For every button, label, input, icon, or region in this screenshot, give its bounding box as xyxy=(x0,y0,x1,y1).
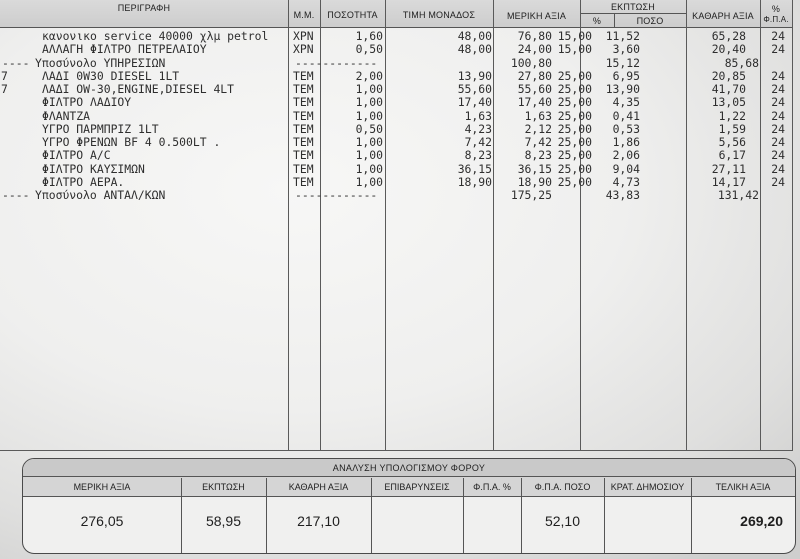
header-partial-value: ΜΕΡΙΚΗ ΑΞΙΑ xyxy=(506,11,567,21)
row-discount-percent: 25,00 xyxy=(557,174,592,189)
table-row xyxy=(0,136,800,149)
tax-summary xyxy=(22,458,796,554)
row-partial-value: 2,12 xyxy=(524,121,552,136)
row-description: ΦΛΑΝΤΖΑ xyxy=(42,108,91,123)
row-discount-percent: 25,00 xyxy=(557,95,592,110)
row-discount-amount: 2,06 xyxy=(612,148,640,163)
row-unit: ΤΕΜ xyxy=(293,174,314,189)
row-unit-price: 55,60 xyxy=(457,82,492,96)
row-partial-value: 7,42 xyxy=(524,135,552,149)
margin-mark: 7 xyxy=(1,68,8,83)
row-partial-value: 1,63 xyxy=(524,108,552,123)
row-discount-percent: 15,00 xyxy=(557,42,592,57)
tax-value-final-value: 269,20 xyxy=(740,513,783,529)
row-unit-price: 8,23 xyxy=(464,148,492,163)
row-vat-percent: 24 xyxy=(771,108,785,123)
row-unit: ΤΕΜ xyxy=(293,121,314,136)
row-discount-amount: 6,95 xyxy=(612,68,640,83)
table-row xyxy=(0,96,800,109)
row-discount-percent: 25,00 xyxy=(557,82,592,96)
row-description: κανονικο service 40000 χλμ petrol xyxy=(42,29,269,43)
row-quantity: 1,00 xyxy=(355,95,383,110)
header-description: ΠΕΡΙΓΡΑΦΗ xyxy=(117,3,171,13)
header-discount-amount: ΠΟΣΟ xyxy=(636,16,664,26)
subtotal-discount-amount: 43,83 xyxy=(605,188,640,202)
tax-value-surcharges xyxy=(371,512,463,530)
subtotal-dashes: ---- xyxy=(2,55,30,70)
row-quantity: 1,00 xyxy=(355,161,383,176)
header-net-value: ΚΑΘΑΡΗ ΑΞΙΑ xyxy=(692,11,754,21)
row-quantity: 1,00 xyxy=(355,82,383,96)
row-quantity: 0,50 xyxy=(355,121,383,136)
row-description: ΛΑΔΙ OW-30,ENGINE,DIESEL 4LT xyxy=(42,82,235,96)
row-net-value: 14,17 xyxy=(711,174,746,189)
header-vat-label: Φ.Π.Α. xyxy=(763,15,789,24)
subtotal-label: Υποσύνολο ΥΠΗΡΕΣΙΩΝ xyxy=(35,55,166,70)
row-quantity: 1,00 xyxy=(355,148,383,163)
table-row xyxy=(0,149,800,162)
row-vat-percent: 24 xyxy=(771,42,785,57)
row-partial-value: 24,00 xyxy=(517,42,552,57)
row-net-value: 41,70 xyxy=(711,82,746,96)
row-description: ΑΛΛΑΓΗ ΦΙΛΤΡΟ ΠΕΤΡΕΛΑΙΟΥ xyxy=(42,42,207,57)
table-row xyxy=(0,83,800,96)
tax-value-vat-percent xyxy=(463,512,521,530)
row-discount-percent: 25,00 xyxy=(557,161,592,176)
row-unit: ΧΡΝ xyxy=(293,29,314,43)
row-vat-percent: 24 xyxy=(771,121,785,136)
row-description: ΦΙΛΤΡΟ ΑΕΡΑ. xyxy=(42,174,125,189)
row-vat-percent: 24 xyxy=(771,68,785,83)
row-description: ΦΙΛΤΡΟ ΚΑΥΣΙΜΩΝ xyxy=(42,161,145,176)
tax-header-partial-value: ΜΕΡΙΚΗ ΑΞΙΑ xyxy=(73,482,131,492)
tax-header-final-value: ΤΕΛΙΚΗ ΑΞΙΑ xyxy=(715,482,771,492)
row-partial-value: 76,80 xyxy=(517,29,552,43)
row-discount-amount: 4,35 xyxy=(612,95,640,110)
row-unit-price: 18,90 xyxy=(457,174,492,189)
tax-value-net-value: 217,10 xyxy=(297,513,340,529)
row-discount-amount: 1,86 xyxy=(612,135,640,149)
row-discount-percent: 25,00 xyxy=(557,121,592,136)
table-row xyxy=(0,43,800,56)
row-quantity: 0,50 xyxy=(355,42,383,57)
subtotal-discount-amount: 15,12 xyxy=(605,55,640,70)
row-description: ΛΑΔΙ 0W30 DIESEL 1LT xyxy=(42,68,180,83)
subtotal-partial-value: 100,80 xyxy=(510,55,552,70)
row-unit: ΤΕΜ xyxy=(293,161,314,176)
row-unit: ΤΕΜ xyxy=(293,95,314,110)
row-net-value: 13,05 xyxy=(711,95,746,110)
row-partial-value: 18,90 xyxy=(517,174,552,189)
tax-summary-values xyxy=(23,497,795,552)
row-description: ΦΙΛΤΡΟ A/C xyxy=(42,148,111,163)
tax-column-divider xyxy=(463,478,464,554)
row-discount-amount: 11,52 xyxy=(605,29,640,43)
row-partial-value: 17,40 xyxy=(517,95,552,110)
subtotal-unit-dashes: ------------ xyxy=(295,55,378,70)
row-discount-amount: 9,04 xyxy=(612,161,640,176)
row-discount-percent: 25,00 xyxy=(557,148,592,163)
row-unit-price: 48,00 xyxy=(457,29,492,43)
row-unit-price: 7,42 xyxy=(464,135,492,149)
table-bottom-border xyxy=(0,450,793,451)
header-quantity: ΠΟΣΟΤΗΤΑ xyxy=(327,10,378,20)
row-vat-percent: 24 xyxy=(771,161,785,176)
tax-column-divider xyxy=(181,478,182,554)
row-partial-value: 8,23 xyxy=(524,148,552,163)
margin-mark: 7 xyxy=(1,82,8,96)
row-discount-amount: 0,53 xyxy=(612,121,640,136)
subtotal-dashes: ---- xyxy=(2,188,30,202)
subtotal-partial-value: 175,25 xyxy=(510,188,552,202)
header-discount: ΕΚΠΤΩΣΗ xyxy=(610,2,656,12)
row-discount-percent: 25,00 xyxy=(557,108,592,123)
row-discount-percent: 25,00 xyxy=(557,135,592,149)
row-quantity: 1,60 xyxy=(355,29,383,43)
table-row xyxy=(0,110,800,123)
row-unit: ΤΕΜ xyxy=(293,108,314,123)
row-unit-price: 17,40 xyxy=(457,95,492,110)
row-unit: ΤΕΜ xyxy=(293,82,314,96)
tax-header-surcharges: ΕΠΙΒΑΡΥΝΣΕΙΣ xyxy=(384,482,450,492)
subtotal-row xyxy=(0,57,800,70)
tax-header-vat-amount: Φ.Π.Α. ΠΟΣΟ xyxy=(534,482,591,492)
subtotal-label: Υποσύνολο ΑΝΤΑΛ/ΚΩΝ xyxy=(35,188,166,202)
row-unit: ΤΕΜ xyxy=(293,148,314,163)
tax-summary-header xyxy=(23,477,795,497)
row-discount-amount: 4,73 xyxy=(612,174,640,189)
row-unit-price: 1,63 xyxy=(464,108,492,123)
row-partial-value: 55,60 xyxy=(517,82,552,96)
row-unit: ΤΕΜ xyxy=(293,68,314,83)
tax-column-divider xyxy=(604,478,605,554)
tax-column-divider xyxy=(521,478,522,554)
row-discount-amount: 3,60 xyxy=(612,42,640,57)
tax-value-vat-amount: 52,10 xyxy=(544,513,581,529)
tax-column-divider xyxy=(371,478,372,554)
row-partial-value: 27,80 xyxy=(517,68,552,83)
row-unit: ΤΕΜ xyxy=(293,135,314,149)
row-discount-amount: 13,90 xyxy=(605,82,640,96)
row-vat-percent: 24 xyxy=(771,174,785,189)
row-vat-percent: 24 xyxy=(771,135,785,149)
row-vat-percent: 24 xyxy=(771,95,785,110)
row-net-value: 65,28 xyxy=(711,29,746,43)
table-row xyxy=(0,176,800,189)
row-unit-price: 48,00 xyxy=(457,42,492,57)
row-description: ΥΓΡΟ ΠΑΡΜΠΡΙΖ 1LT xyxy=(42,121,159,136)
table-row xyxy=(0,30,800,43)
row-partial-value: 36,15 xyxy=(517,161,552,176)
row-unit-price: 13,90 xyxy=(457,68,492,83)
subtotal-net-value: 85,68 xyxy=(724,55,759,70)
row-net-value: 20,85 xyxy=(711,68,746,83)
row-vat-percent: 24 xyxy=(771,29,785,43)
row-net-value: 1,59 xyxy=(718,121,746,136)
table-row xyxy=(0,70,800,83)
header-unit: Μ.Μ. xyxy=(293,10,315,20)
table-row xyxy=(0,123,800,136)
tax-value-public-withholding xyxy=(604,512,691,530)
row-description: ΦΙΛΤΡΟ ΛΑΔΙΟΥ xyxy=(42,95,132,110)
tax-value-partial-value: 276,05 xyxy=(80,513,124,529)
row-discount-percent: 15,00 xyxy=(557,29,592,43)
row-discount-percent: 25,00 xyxy=(557,68,592,83)
row-quantity: 1,00 xyxy=(355,135,383,149)
tax-summary-title: ΑΝΑΛΥΣΗ ΥΠΟΛΟΓΙΣΜΟΥ ΦΟΡΟΥ xyxy=(23,459,795,477)
row-quantity: 1,00 xyxy=(355,174,383,189)
row-quantity: 2,00 xyxy=(355,68,383,83)
table-row xyxy=(0,163,800,176)
tax-header-discount: ΕΚΠΤΩΣΗ xyxy=(202,482,245,492)
row-vat-percent: 24 xyxy=(771,148,785,163)
tax-header-public-withholding: ΚΡΑΤ. ΔΗΜΟΣΙΟΥ xyxy=(610,482,685,492)
subtotal-unit-dashes: ------------ xyxy=(295,188,378,202)
row-discount-amount: 0,41 xyxy=(612,108,640,123)
tax-column-divider xyxy=(266,478,267,554)
header-discount-percent: % xyxy=(592,16,602,26)
row-unit-price: 36,15 xyxy=(457,161,492,176)
tax-header-net-value: ΚΑΘΑΡΗ ΑΞΙΑ xyxy=(288,482,349,492)
row-net-value: 5,56 xyxy=(718,135,746,149)
tax-header-vat-percent: Φ.Π.Α. % xyxy=(473,482,511,492)
row-net-value: 20,40 xyxy=(711,42,746,57)
row-unit-price: 4,23 xyxy=(464,121,492,136)
row-description: ΥΓΡΟ ΦΡΕΝΩΝ BF 4 0.500LT . xyxy=(42,135,221,149)
tax-value-discount: 58,95 xyxy=(205,513,242,529)
header-vat-percent-sign: % xyxy=(771,4,781,14)
row-vat-percent: 24 xyxy=(771,82,785,96)
subtotal-net-value: 131,42 xyxy=(717,188,759,202)
row-net-value: 27,11 xyxy=(711,161,746,176)
tax-column-divider xyxy=(691,478,692,554)
row-unit: ΧΡΝ xyxy=(293,42,314,57)
row-quantity: 1,00 xyxy=(355,108,383,123)
subtotal-row xyxy=(0,189,800,202)
header-unit-price: ΤΙΜΗ ΜΟΝΑΔΟΣ xyxy=(402,10,476,20)
row-net-value: 1,22 xyxy=(718,108,746,123)
row-net-value: 6,17 xyxy=(718,148,746,163)
